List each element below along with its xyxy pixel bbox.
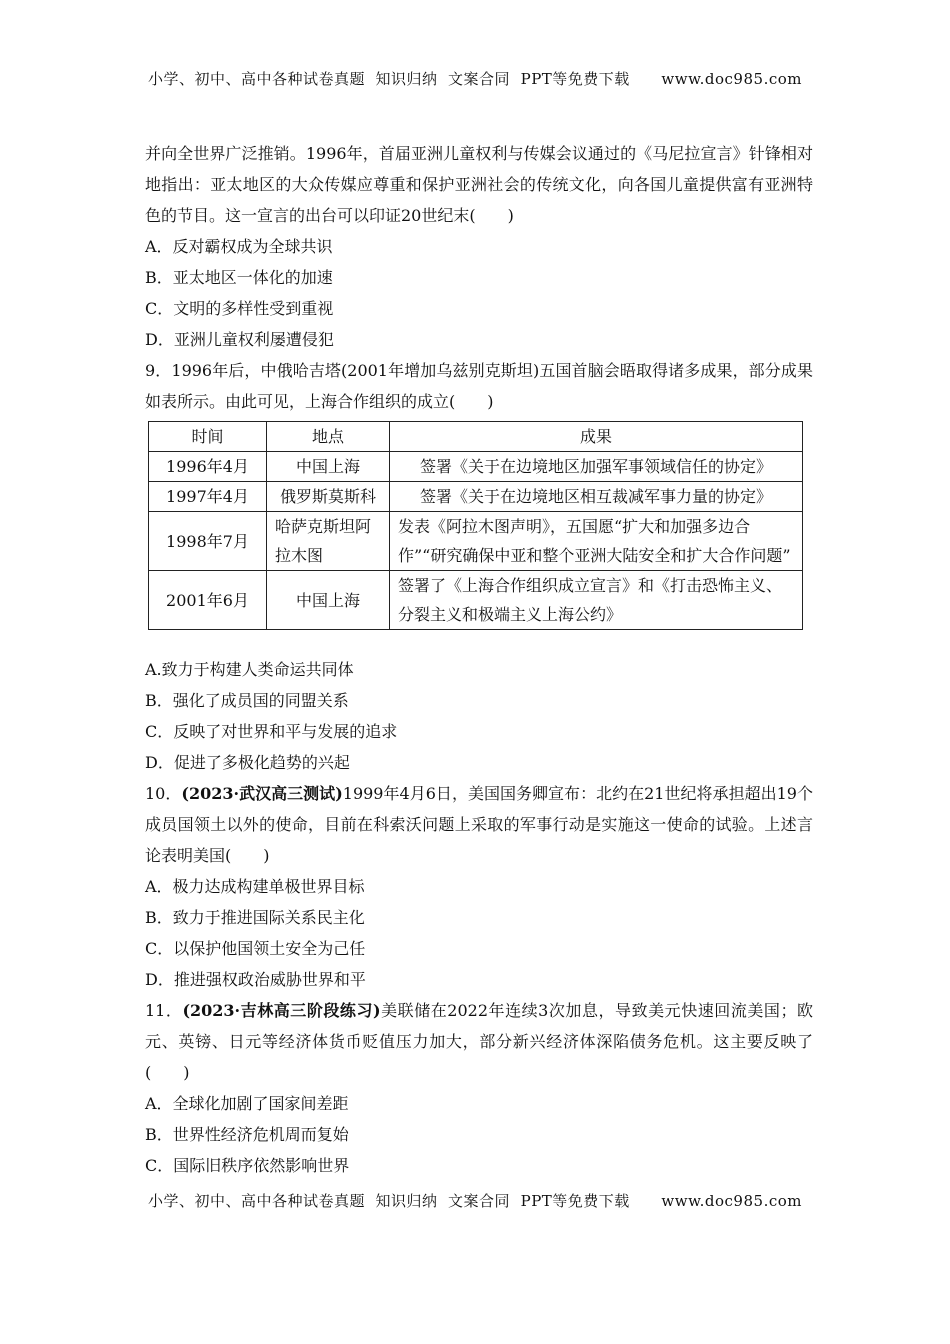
question-content bbox=[145, 138, 813, 1181]
summit-results-table bbox=[148, 421, 803, 630]
question-8-text: 并向全世界广泛推销。1996年，首届亚洲儿童权利与传媒会议通过的《马尼拉宣言》针锋相对地指出：亚太地区的大众传媒应尊重和保护亚洲社会的传统文化，向各国儿童提供富有亚洲特色的节目。这一宣言的出台可以印证20世纪末( ) bbox=[145, 144, 813, 225]
table-header-time: 时间 bbox=[149, 422, 267, 452]
q10-stem: 1999年4月6日，美国国务卿宣布：北约在21世纪将承担超出19个成员国领土以外的使命，目前在科索沃问题上采取的军事行动是实施这一使命的试验。上述言论表明美国( ) bbox=[145, 784, 813, 865]
question-10-text bbox=[145, 778, 813, 871]
table-cell-place: 俄罗斯莫斯科 bbox=[267, 482, 390, 512]
table-row bbox=[149, 452, 803, 482]
q10-number: 10． bbox=[145, 784, 182, 803]
table-row bbox=[149, 482, 803, 512]
q11-option-c: C．国际旧秩序依然影响世界 bbox=[145, 1156, 350, 1175]
table-cell-result: 签署《关于在边境地区加强军事领域信任的协定》 bbox=[390, 452, 803, 482]
q11-source: (2023·吉林高三阶段练习) bbox=[182, 1001, 381, 1020]
table-header-place: 地点 bbox=[267, 422, 390, 452]
question-11-text bbox=[145, 995, 813, 1088]
table-header-row bbox=[149, 422, 803, 452]
q8-option-c: C．文明的多样性受到重视 bbox=[145, 299, 334, 318]
q10-option-c: C．以保护他国领土安全为己任 bbox=[145, 939, 366, 958]
page-footer: 小学、初中、高中各种试卷真题 知识归纳 文案合同 PPT等免费下载 www.doc985.com bbox=[147, 1192, 802, 1210]
table-cell-result: 签署了《上海合作组织成立宣言》和《打击恐怖主义、分裂主义和极端主义上海公约》 bbox=[390, 571, 803, 630]
q10-option-d: D．推进强权政治威胁世界和平 bbox=[145, 970, 366, 989]
table-cell-result: 签署《关于在边境地区相互裁减军事力量的协定》 bbox=[390, 482, 803, 512]
q11-option-a: A．全球化加剧了国家间差距 bbox=[145, 1094, 349, 1113]
table-cell-place: 哈萨克斯坦阿拉木图 bbox=[267, 512, 390, 571]
page-header: 小学、初中、高中各种试卷真题 知识归纳 文案合同 PPT等免费下载 www.doc985.com bbox=[147, 70, 802, 88]
q11-stem: 美联储在2022年连续3次加息，导致美元快速回流美国；欧元、英镑、日元等经济体货币贬值压力加大，部分新兴经济体深陷债务危机。这主要反映了( ) bbox=[145, 1001, 813, 1082]
q9-option-a: A.致力于构建人类命运共同体 bbox=[145, 660, 354, 679]
q9-option-c: C．反映了对世界和平与发展的追求 bbox=[145, 722, 398, 741]
q11-option-b: B．世界性经济危机周而复始 bbox=[145, 1125, 349, 1144]
table-cell-place: 中国上海 bbox=[267, 452, 390, 482]
q8-option-a: A．反对霸权成为全球共识 bbox=[145, 237, 333, 256]
table-cell-time: 1998年7月 bbox=[149, 512, 267, 571]
table-cell-time: 1996年4月 bbox=[149, 452, 267, 482]
table-row bbox=[149, 512, 803, 571]
q9-option-d: D．促进了多极化趋势的兴起 bbox=[145, 753, 350, 772]
q11-number: 11． bbox=[145, 1001, 183, 1020]
q8-option-b: B．亚太地区一体化的加速 bbox=[145, 268, 333, 287]
q10-source: (2023·武汉高三测试) bbox=[181, 784, 343, 803]
q10-option-b: B．致力于推进国际关系民主化 bbox=[145, 908, 365, 927]
table-cell-time: 1997年4月 bbox=[149, 482, 267, 512]
table-row bbox=[149, 571, 803, 630]
table-cell-place: 中国上海 bbox=[267, 571, 390, 630]
table-cell-time: 2001年6月 bbox=[149, 571, 267, 630]
question-9-text: 9．1996年后，中俄哈吉塔(2001年增加乌兹别克斯坦)五国首脑会晤取得诸多成果，部分成果如表所示。由此可见，上海合作组织的成立( ) bbox=[145, 361, 813, 411]
table-header-result: 成果 bbox=[390, 422, 803, 452]
q8-option-d: D．亚洲儿童权利屡遭侵犯 bbox=[145, 330, 334, 349]
q10-option-a: A．极力达成构建单极世界目标 bbox=[145, 877, 365, 896]
table-cell-result: 发表《阿拉木图声明》，五国愿“扩大和加强多边合作”“研究确保中亚和整个亚洲大陆安全和扩大合作问题” bbox=[390, 512, 803, 571]
q9-option-b: B．强化了成员国的同盟关系 bbox=[145, 691, 349, 710]
